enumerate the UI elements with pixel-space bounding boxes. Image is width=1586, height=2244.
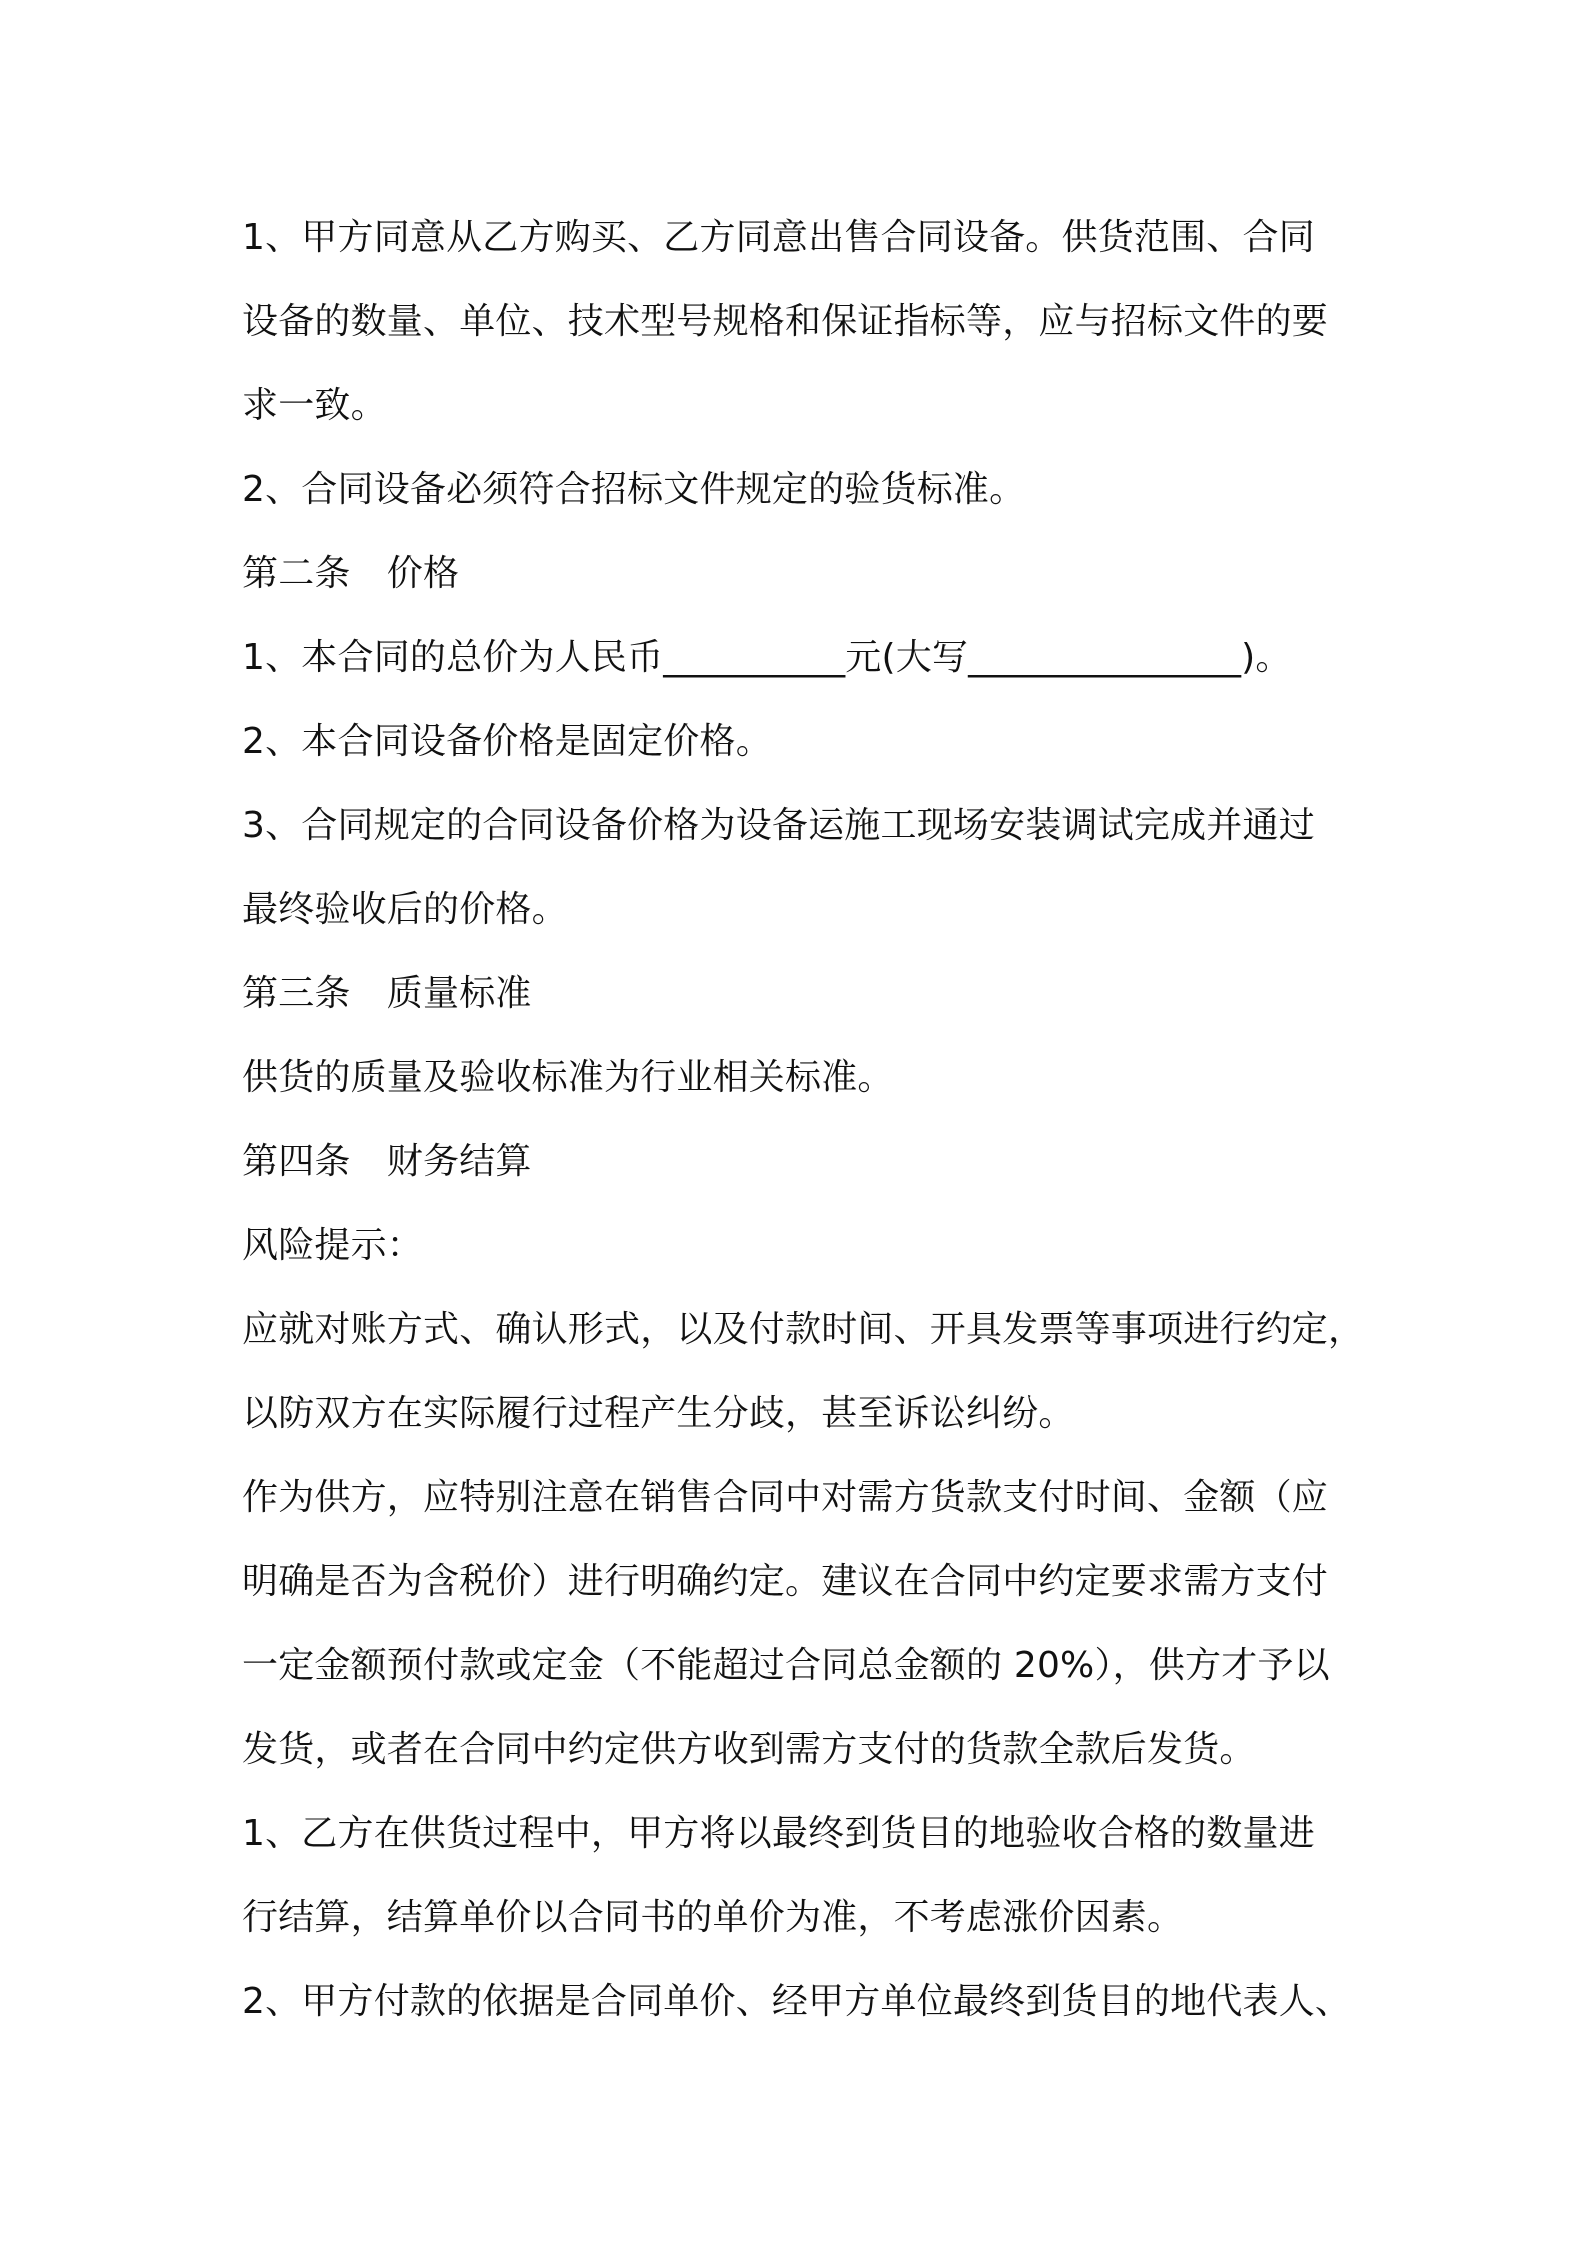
article4-item1-line1: 1、乙方在供货过程中，甲方将以最终到货目的地验收合格的数量进 — [242, 1813, 1315, 1854]
document-body — [242, 196, 1382, 2044]
clause1-item1-line1: 1、甲方同意从乙方购买、乙方同意出售合同设备。供货范围、合同 — [242, 217, 1315, 258]
article2-item2: 2、本合同设备价格是固定价格。 — [242, 721, 772, 762]
article3-body: 供货的质量及验收标准为行业相关标准。 — [242, 1057, 894, 1098]
article4-heading: 第四条 财务结算 — [242, 1141, 532, 1182]
article4-item1-line2: 行结算，结算单价以合同书的单价为准，不考虑涨价因素。 — [242, 1897, 1184, 1938]
article2-heading: 第二条 价格 — [242, 553, 460, 594]
risk-line2: 以防双方在实际履行过程产生分歧，甚至诉讼纠纷。 — [242, 1393, 1075, 1434]
article2-item1: 1、本合同的总价为人民币__________元(大写_______________)。 — [242, 637, 1292, 678]
article2-item3-line1: 3、合同规定的合同设备价格为设备运施工现场安装调试完成并通过 — [242, 805, 1315, 846]
supplier-note-line3: 一定金额预付款或定金（不能超过合同总金额的 20%），供方才予以 — [242, 1645, 1330, 1686]
clause1-item1-line3: 求一致。 — [242, 385, 387, 426]
supplier-note-line2: 明确是否为含税价）进行明确约定。建议在合同中约定要求需方支付 — [242, 1561, 1329, 1602]
risk-heading: 风险提示： — [242, 1225, 424, 1266]
clause1-item1-line2: 设备的数量、单位、技术型号规格和保证指标等，应与招标文件的要 — [242, 301, 1329, 342]
risk-line1: 应就对账方式、确认形式，以及付款时间、开具发票等事项进行约定， — [242, 1309, 1365, 1350]
article2-item3-line2: 最终验收后的价格。 — [242, 889, 568, 930]
article3-heading: 第三条 质量标准 — [242, 973, 532, 1014]
article4-item2-line1: 2、甲方付款的依据是合同单价、经甲方单位最终到货目的地代表人、 — [242, 1981, 1352, 2022]
supplier-note-line1: 作为供方，应特别注意在销售合同中对需方货款支付时间、金额（应 — [242, 1477, 1329, 1518]
clause1-item2: 2、合同设备必须符合招标文件规定的验货标准。 — [242, 469, 1026, 510]
supplier-note-line4: 发货，或者在合同中约定供方收到需方支付的货款全款后发货。 — [242, 1729, 1256, 1770]
